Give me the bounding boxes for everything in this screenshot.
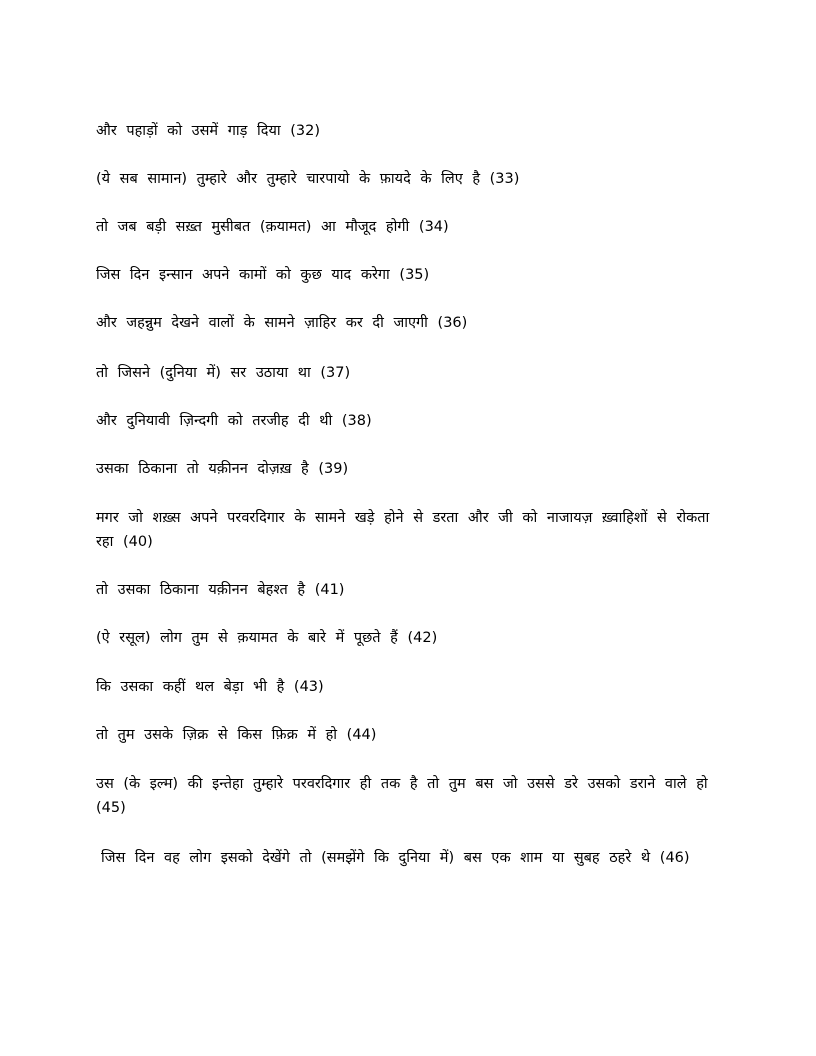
verse-33: (ये सब सामान) तुम्हारे और तुम्हारे चारपायो के फ़ायदे के लिए है (33) — [96, 171, 520, 187]
verse-39: उसका ठिकाना तो यक़ीनन दोज़ख़ है (39) — [96, 461, 349, 477]
verse-46: जिस दिन वह लोग इसको देखेंगे तो (समझेंगे कि दुनिया में) बस एक शाम या सुबह ठहरे थे (46) — [101, 850, 690, 866]
verse-36: और जहन्नुम देखने वालों के सामने ज़ाहिर कर दी जाएगी (36) — [96, 315, 468, 331]
verse-37: तो जिसने (दुनिया में) सर उठाया था (37) — [96, 365, 351, 381]
verse-44: तो तुम उसके ज़िक्र से किस फ़िक्र में हो (44) — [96, 727, 377, 743]
verse-38: और दुनियावी ज़िन्दगी को तरजीह दी थी (38) — [96, 413, 372, 429]
verse-35: जिस दिन इन्सान अपने कामों को कुछ याद करेगा (35) — [96, 267, 430, 283]
verse-41: तो उसका ठिकाना यक़ीनन बेहश्त है (41) — [96, 582, 345, 598]
verse-45: उस (के इल्म) की इन्तेहा तुम्हारे परवरदिगार ही तक है तो तुम बस जो उससे डरे उसको डराने वाले हो (45) — [96, 776, 708, 816]
verse-34: तो जब बड़ी सख़्त मुसीबत (क़यामत) आ मौजूद होगी (34) — [96, 219, 449, 235]
verse-32: और पहाड़ों को उसमें गाड़ दिया (32) — [96, 123, 320, 139]
verse-40: मगर जो शख़्स अपने परवरदिगार के सामने खड़े होने से डरता और जी को नाजायज़ ख़्वाहिशों से रोकता रहा (40) — [96, 510, 710, 550]
verse-42: (ऐ रसूल) लोग तुम से क़यामत के बारे में पूछते हैं (42) — [96, 630, 438, 646]
verse-43: कि उसका कहीं थल बेड़ा भी है (43) — [96, 679, 324, 695]
